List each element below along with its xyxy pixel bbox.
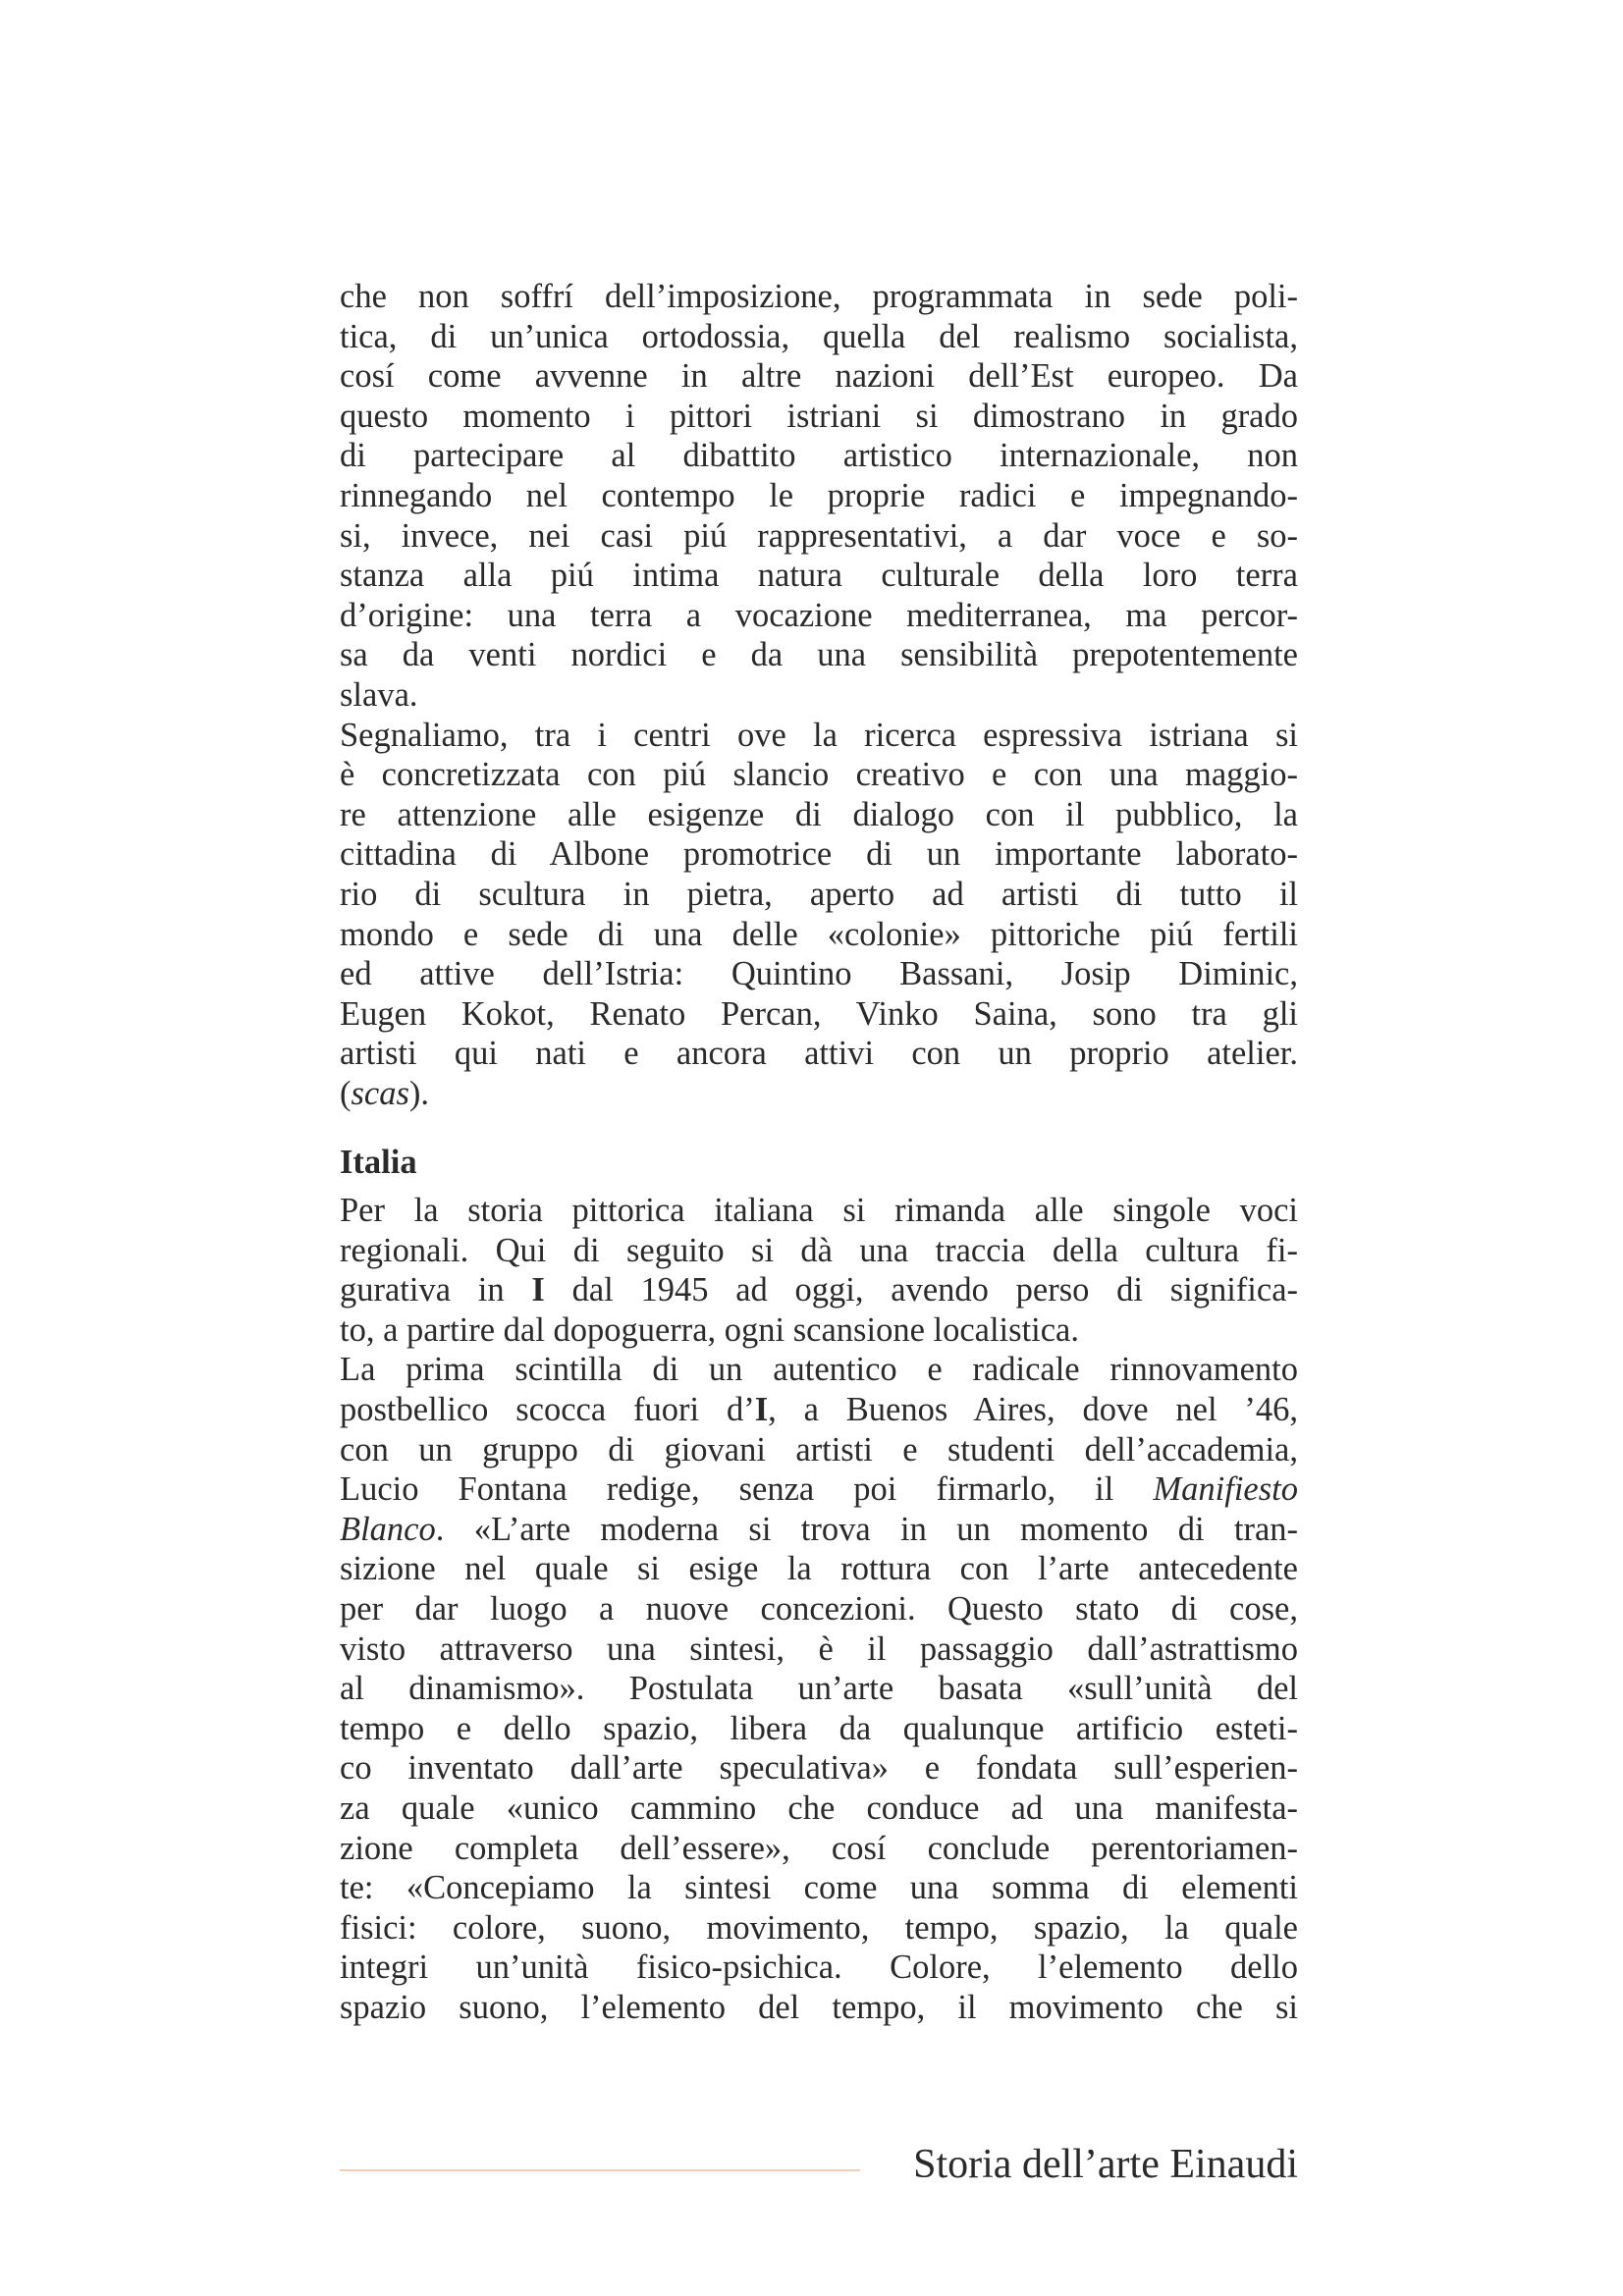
page-footer: [340, 2140, 1298, 2189]
text-line: artisti qui nati e ancora attivi con un proprio atelier.: [340, 1035, 1298, 1073]
text-line: che non soffrí dell’imposizione, programmata in sede poli-: [340, 278, 1298, 315]
footer-publication-title: Storia dell’arte Einaudi: [913, 2142, 1298, 2187]
text-segment: dal 1945 ad oggi, avendo perso di significa-: [544, 1271, 1298, 1309]
text-line: [340, 1510, 1298, 1550]
text-line: fisici: colore, suono, movimento, tempo, spazio, la quale: [340, 1908, 1298, 1947]
text-line: visto attraverso una sintesi, è il passaggio dall’astrattismo: [340, 1629, 1298, 1668]
text-line: [340, 1390, 1298, 1430]
text-line: è concretizzata con piú slancio creativo e con una maggio-: [340, 756, 1298, 794]
text-line: d’origine: una terra a vocazione mediterranea, ma percor-: [340, 596, 1298, 634]
text-line: sa da venti nordici e da una sensibilità prepotentemente: [340, 636, 1298, 674]
section-heading-italia: Italia: [340, 1144, 417, 1182]
signature-open: (: [340, 1074, 352, 1112]
text-line: te: «Concepiamo la sintesi come una somma di elementi: [340, 1869, 1298, 1907]
text-line: La prima scintilla di un autentico e radicale rinnovamento: [340, 1351, 1298, 1389]
footer-rule: [340, 2169, 860, 2171]
text-segment: Lucio Fontana redige, senza poi firmarlo, il: [340, 1470, 1154, 1509]
paragraph-fontana: [340, 1350, 1298, 2027]
text-line: cosí come avvenne in altre nazioni dell’Est europeo. Da: [340, 357, 1298, 396]
text-line: stanza alla piú intima natura culturale della loro terra: [340, 557, 1298, 595]
text-line: si, invece, nei casi piú rappresentativi, a dar voce e so-: [340, 516, 1298, 555]
text-line: sizione nel quale si esige la rottura con l’arte antecedente: [340, 1550, 1298, 1588]
text-line: Eugen Kokot, Renato Percan, Vinko Saina, sono tra gli: [340, 994, 1298, 1033]
text-line: rio di scultura in pietra, aperto ad artisti di tutto il: [340, 875, 1298, 913]
paragraph-italia-intro: [340, 1191, 1298, 1350]
work-title: Manifiesto: [1153, 1470, 1298, 1509]
text-line: Per la storia pittorica italiana si rimanda alle singole voci: [340, 1192, 1298, 1230]
text-line: zione completa dell’essere», cosí conclude perentoriamen-: [340, 1829, 1298, 1867]
text-line: rinnegando nel contempo le proprie radici e impegnando-: [340, 476, 1298, 514]
paragraph-istria-intro: [340, 277, 1298, 716]
text-line: mondo e sede di una delle «colonie» pittoriche piú fertili: [340, 915, 1298, 953]
text-line: di partecipare al dibattito artistico internazionale, non: [340, 437, 1298, 475]
text-line: spazio suono, l’elemento del tempo, il movimento che si: [340, 1988, 1298, 2026]
text-line: za quale «unico cammino che conduce ad una manifesta-: [340, 1789, 1298, 1827]
work-title: Blanco: [340, 1510, 436, 1548]
author-signature: scas: [351, 1074, 409, 1112]
text-segment: . «L’arte moderna si trova in un momento di tran-: [435, 1510, 1298, 1548]
text-line: co inventato dall’arte speculativa» e fondata sull’esperien-: [340, 1749, 1298, 1788]
abbreviation-italia: I: [531, 1271, 545, 1309]
text-line: per dar luogo a nuove concezioni. Questo stato di cose,: [340, 1590, 1298, 1628]
text-line: to, a partire dal dopoguerra, ogni scansione localistica.: [340, 1310, 1079, 1349]
text-line: Segnaliamo, tra i centri ove la ricerca espressiva istriana si: [340, 716, 1298, 754]
text-line: cittadina di Albone promotrice di un importante laborato-: [340, 835, 1298, 874]
text-segment: , a Buenos Aires, dove nel ’46,: [768, 1391, 1298, 1429]
text-line: al dinamismo». Postulata un’arte basata «sull’unità del: [340, 1670, 1298, 1708]
text-column: [340, 277, 1298, 2028]
signature-close: ).: [408, 1074, 430, 1112]
text-line: ed attive dell’Istria: Quintino Bassani, Josip Diminic,: [340, 955, 1298, 993]
text-segment: gurativa in: [340, 1271, 532, 1309]
author-signature-line: [340, 1074, 1298, 1114]
text-line: regionali. Qui di seguito si dà una traccia della cultura fi-: [340, 1231, 1298, 1269]
text-line: con un gruppo di giovani artisti e studenti dell’accademia,: [340, 1430, 1298, 1468]
text-line: re attenzione alle esigenze di dialogo con il pubblico, la: [340, 795, 1298, 833]
text-line: slava.: [340, 675, 418, 714]
abbreviation-italia: I: [754, 1391, 769, 1429]
text-segment: postbellico scocca fuori d’: [340, 1391, 755, 1429]
text-line: [340, 1270, 1298, 1310]
text-line: tempo e dello spazio, libera da qualunque artificio esteti-: [340, 1709, 1298, 1747]
text-line: integri un’unità fisico-psichica. Colore, l’elemento dello: [340, 1949, 1298, 1987]
text-line: questo momento i pittori istriani si dimostrano in grado: [340, 397, 1298, 435]
text-line: tica, di un’unica ortodossia, quella del realismo socialista,: [340, 317, 1298, 355]
text-line: [340, 1469, 1298, 1510]
paragraph-albone: [340, 716, 1298, 1114]
